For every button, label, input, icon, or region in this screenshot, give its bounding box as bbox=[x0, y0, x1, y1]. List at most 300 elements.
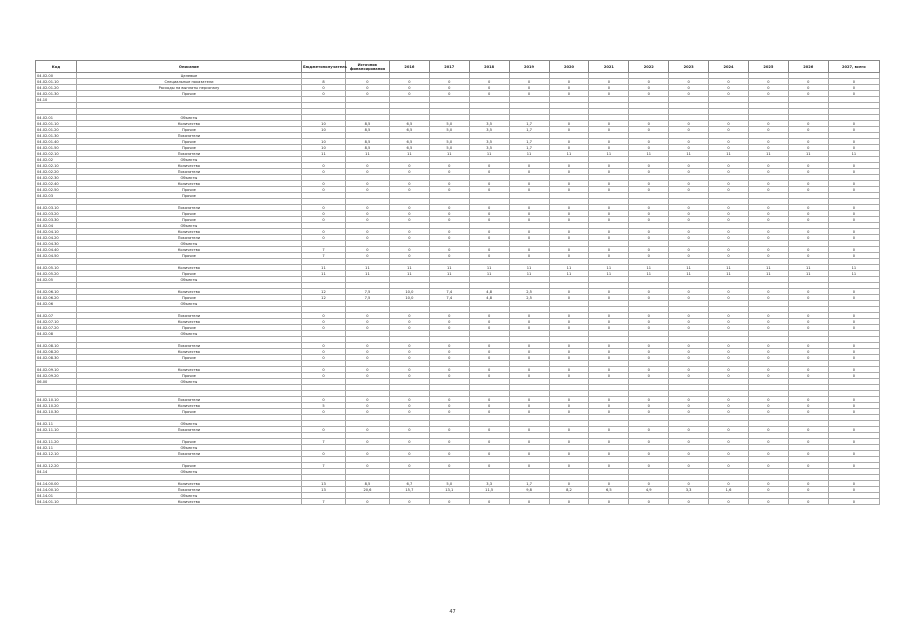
value-cell: 0 bbox=[301, 211, 345, 217]
row-code-cell: 04.02.08.30 bbox=[36, 355, 77, 361]
value-cell: 0 bbox=[389, 229, 429, 235]
value-cell: 0 bbox=[389, 319, 429, 325]
value-cell: 0 bbox=[589, 397, 629, 403]
value-cell: 0 bbox=[469, 343, 509, 349]
row-description-cell: Прочие bbox=[76, 187, 301, 193]
value-cell: 0 bbox=[509, 499, 549, 505]
value-cell: 0 bbox=[301, 343, 345, 349]
value-cell: 0 bbox=[669, 355, 709, 361]
row-description-cell: Показатели bbox=[76, 451, 301, 457]
value-cell: 0 bbox=[345, 253, 389, 259]
row-description-cell: Целевые bbox=[76, 73, 301, 79]
value-cell: 0 bbox=[301, 169, 345, 175]
value-cell: 0 bbox=[389, 349, 429, 355]
row-description-cell: Показатели bbox=[76, 205, 301, 211]
value-cell: 11 bbox=[828, 151, 879, 157]
value-cell: 0 bbox=[669, 79, 709, 85]
value-cell: 0 bbox=[748, 439, 788, 445]
row-description-cell: Показатели bbox=[76, 487, 301, 493]
value-cell: 0 bbox=[389, 325, 429, 331]
value-cell: 0 bbox=[549, 229, 589, 235]
value-cell: 0 bbox=[301, 313, 345, 319]
row-code-cell: 04.14.00.00 bbox=[36, 481, 77, 487]
value-cell: 0 bbox=[589, 163, 629, 169]
row-code-cell: 04.02.01.10 bbox=[36, 79, 77, 85]
value-cell: 0 bbox=[828, 343, 879, 349]
value-cell: 0 bbox=[669, 145, 709, 151]
value-cell: 0 bbox=[589, 85, 629, 91]
row-code-cell: 04.02.01.40 bbox=[36, 139, 77, 145]
row-description-cell: Объекты bbox=[76, 421, 301, 427]
row-description-cell: Показатели bbox=[76, 397, 301, 403]
value-cell: 0 bbox=[389, 217, 429, 223]
row-description-cell: Объекты bbox=[76, 277, 301, 283]
value-cell: 0 bbox=[509, 229, 549, 235]
value-cell: 0 bbox=[788, 169, 828, 175]
value-cell: 0 bbox=[509, 349, 549, 355]
value-cell: 0 bbox=[469, 91, 509, 97]
row-code-cell: 04.02.05.20 bbox=[36, 271, 77, 277]
row-code-cell: 04.02.02 bbox=[36, 157, 77, 163]
value-cell: 11 bbox=[345, 151, 389, 157]
value-cell: 0 bbox=[788, 79, 828, 85]
row-description-cell: Прочие bbox=[76, 463, 301, 469]
value-cell: 0 bbox=[509, 403, 549, 409]
value-cell: 0 bbox=[469, 235, 509, 241]
row-code-cell: 04.02.10.10 bbox=[36, 397, 77, 403]
row-description-cell: Прочие bbox=[76, 355, 301, 361]
column-header: Описание bbox=[76, 61, 301, 73]
value-cell: 0 bbox=[589, 181, 629, 187]
row-description-cell: Расходы на выплаты персоналу bbox=[76, 85, 301, 91]
value-cell: 1,6 bbox=[709, 487, 749, 493]
value-cell: 0 bbox=[748, 499, 788, 505]
value-cell: 0 bbox=[828, 487, 879, 493]
value-cell: 0 bbox=[788, 451, 828, 457]
column-header: 2025 bbox=[748, 61, 788, 73]
value-cell: 0 bbox=[301, 397, 345, 403]
value-cell: 0 bbox=[429, 91, 469, 97]
value-cell: 0 bbox=[389, 235, 429, 241]
row-description-cell: Объекты bbox=[76, 301, 301, 307]
value-cell: 0 bbox=[509, 253, 549, 259]
row-code-cell: 04.02.08 bbox=[36, 331, 77, 337]
value-cell: 0 bbox=[301, 217, 345, 223]
value-cell: 7 bbox=[301, 499, 345, 505]
value-cell: 0 bbox=[509, 451, 549, 457]
value-cell: 5,0 bbox=[429, 139, 469, 145]
value-cell: 0 bbox=[788, 319, 828, 325]
value-cell: 0 bbox=[748, 295, 788, 301]
value-cell: 0 bbox=[669, 91, 709, 97]
value-cell: 1,7 bbox=[509, 145, 549, 151]
value-cell: 0 bbox=[748, 343, 788, 349]
value-cell: 0 bbox=[549, 79, 589, 85]
value-cell: 0 bbox=[709, 85, 749, 91]
row-code-cell: 04.02.01.30 bbox=[36, 91, 77, 97]
value-cell: 11 bbox=[589, 151, 629, 157]
value-cell: 0 bbox=[389, 463, 429, 469]
value-cell: 3,3 bbox=[469, 481, 509, 487]
value-cell: 0 bbox=[709, 463, 749, 469]
value-cell: 0 bbox=[589, 127, 629, 133]
value-cell: 0 bbox=[788, 481, 828, 487]
value-cell: 11 bbox=[629, 265, 669, 271]
value-cell: 0 bbox=[389, 169, 429, 175]
value-cell: 6,7 bbox=[389, 481, 429, 487]
value-cell: 0 bbox=[469, 211, 509, 217]
value-cell: 0 bbox=[429, 211, 469, 217]
value-cell: 0 bbox=[345, 373, 389, 379]
value-cell: 0 bbox=[429, 403, 469, 409]
value-cell: 0 bbox=[345, 367, 389, 373]
value-cell: 0 bbox=[389, 403, 429, 409]
value-cell: 0 bbox=[629, 463, 669, 469]
value-cell: 11 bbox=[429, 271, 469, 277]
value-cell: 11 bbox=[788, 265, 828, 271]
row-description-cell: Показатели bbox=[76, 235, 301, 241]
value-cell: 0 bbox=[748, 427, 788, 433]
value-cell: 0 bbox=[828, 127, 879, 133]
value-cell: 0 bbox=[469, 163, 509, 169]
value-cell: 0 bbox=[788, 427, 828, 433]
value-cell: 0 bbox=[589, 319, 629, 325]
value-cell: 0 bbox=[669, 247, 709, 253]
value-cell: 0 bbox=[788, 403, 828, 409]
value-cell: 0 bbox=[389, 397, 429, 403]
row-description-cell: Прочие bbox=[76, 253, 301, 259]
value-cell: 0 bbox=[828, 313, 879, 319]
value-cell: 0 bbox=[709, 145, 749, 151]
value-cell: 0 bbox=[669, 211, 709, 217]
row-description-cell: Количество bbox=[76, 481, 301, 487]
row-code-cell: 04.14.01.10 bbox=[36, 499, 77, 505]
row-code-cell: 04.02.01.50 bbox=[36, 145, 77, 151]
value-cell: 0 bbox=[589, 205, 629, 211]
value-cell: 0 bbox=[469, 229, 509, 235]
value-cell: 0 bbox=[429, 343, 469, 349]
value-cell: 0 bbox=[748, 397, 788, 403]
value-cell: 0 bbox=[429, 169, 469, 175]
value-cell: 0 bbox=[748, 205, 788, 211]
row-code-cell: 04.02.10.30 bbox=[36, 409, 77, 415]
value-cell: 0 bbox=[788, 397, 828, 403]
value-cell: 0 bbox=[828, 253, 879, 259]
value-cell: 0 bbox=[589, 253, 629, 259]
value-cell: 0 bbox=[669, 481, 709, 487]
value-cell: 10 bbox=[301, 139, 345, 145]
value-cell: 0 bbox=[788, 463, 828, 469]
value-cell: 0 bbox=[389, 163, 429, 169]
value-cell: 0 bbox=[549, 253, 589, 259]
value-cell: 0 bbox=[748, 121, 788, 127]
value-cell: 11 bbox=[509, 271, 549, 277]
row-description-cell: Прочие bbox=[76, 325, 301, 331]
value-cell: 0 bbox=[748, 229, 788, 235]
row-code-cell: 04.02.02.40 bbox=[36, 181, 77, 187]
value-cell: 0 bbox=[669, 187, 709, 193]
row-code-cell: 04.02.10.20 bbox=[36, 403, 77, 409]
value-cell: 0 bbox=[788, 247, 828, 253]
value-cell: 0 bbox=[389, 427, 429, 433]
value-cell: 0 bbox=[345, 91, 389, 97]
value-cell: 0 bbox=[828, 319, 879, 325]
value-cell: 0 bbox=[589, 247, 629, 253]
value-cell: 0 bbox=[709, 499, 749, 505]
value-cell: 0 bbox=[709, 169, 749, 175]
value-cell: 7 bbox=[301, 253, 345, 259]
value-cell: 11 bbox=[828, 265, 879, 271]
value-cell: 0 bbox=[549, 313, 589, 319]
row-code-cell: 04.02.07.20 bbox=[36, 325, 77, 331]
value-cell: 0 bbox=[301, 235, 345, 241]
row-code-cell: 04.02.01.20 bbox=[36, 85, 77, 91]
value-cell: 8,5 bbox=[345, 481, 389, 487]
value-cell: 0 bbox=[828, 295, 879, 301]
value-cell: 0 bbox=[748, 181, 788, 187]
value-cell: 0 bbox=[748, 145, 788, 151]
value-cell: 0 bbox=[509, 91, 549, 97]
value-cell: 0 bbox=[748, 319, 788, 325]
value-cell: 4,8 bbox=[469, 289, 509, 295]
value-cell: 0 bbox=[509, 319, 549, 325]
value-cell: 0 bbox=[709, 217, 749, 223]
value-cell: 0 bbox=[345, 163, 389, 169]
row-description-cell: Показатели bbox=[76, 133, 301, 139]
value-cell: 0 bbox=[669, 325, 709, 331]
value-cell: 20,6 bbox=[345, 487, 389, 493]
value-cell: 0 bbox=[828, 427, 879, 433]
value-cell: 0 bbox=[429, 235, 469, 241]
value-cell: 0 bbox=[748, 487, 788, 493]
value-cell: 0 bbox=[301, 427, 345, 433]
value-cell: 0 bbox=[429, 451, 469, 457]
value-cell: 0 bbox=[669, 289, 709, 295]
value-cell: 11 bbox=[345, 265, 389, 271]
value-cell: 0 bbox=[469, 319, 509, 325]
value-cell: 8,5 bbox=[345, 139, 389, 145]
value-cell: 0 bbox=[828, 139, 879, 145]
value-cell: 0 bbox=[629, 121, 669, 127]
value-cell: 0 bbox=[788, 325, 828, 331]
value-cell: 3,3 bbox=[669, 487, 709, 493]
value-cell: 0 bbox=[748, 211, 788, 217]
value-cell: 11 bbox=[669, 151, 709, 157]
value-cell: 0 bbox=[709, 205, 749, 211]
value-cell: 0 bbox=[828, 187, 879, 193]
value-cell: 0 bbox=[509, 163, 549, 169]
value-cell: 0 bbox=[429, 253, 469, 259]
value-cell: 11 bbox=[589, 265, 629, 271]
value-cell: 0 bbox=[589, 373, 629, 379]
row-description-cell: Объекты bbox=[76, 115, 301, 121]
value-cell: 1,7 bbox=[509, 481, 549, 487]
value-cell: 0 bbox=[748, 325, 788, 331]
value-cell: 0 bbox=[345, 343, 389, 349]
row-code-cell: 04.02.04.10 bbox=[36, 229, 77, 235]
value-cell: 8 bbox=[301, 79, 345, 85]
value-cell: 0 bbox=[709, 319, 749, 325]
value-cell: 0 bbox=[748, 187, 788, 193]
row-code-cell: 04.02.04.50 bbox=[36, 253, 77, 259]
value-cell: 1,7 bbox=[509, 139, 549, 145]
table-row bbox=[36, 499, 880, 505]
row-code-cell: 04.14 bbox=[36, 469, 77, 475]
value-cell: 11 bbox=[301, 271, 345, 277]
value-cell: 0 bbox=[629, 187, 669, 193]
value-cell: 0 bbox=[669, 349, 709, 355]
value-cell: 0 bbox=[469, 451, 509, 457]
value-cell: 0 bbox=[709, 313, 749, 319]
value-cell: 0 bbox=[549, 91, 589, 97]
value-cell: 0 bbox=[389, 91, 429, 97]
row-description-cell: Количество bbox=[76, 403, 301, 409]
value-cell: 0 bbox=[345, 205, 389, 211]
row-code-cell: 04.02.01.10 bbox=[36, 121, 77, 127]
value-cell: 0 bbox=[828, 463, 879, 469]
value-cell: 0 bbox=[788, 487, 828, 493]
value-cell: 0 bbox=[469, 367, 509, 373]
value-cell: 0 bbox=[345, 439, 389, 445]
value-cell: 0 bbox=[828, 403, 879, 409]
value-cell: 0 bbox=[788, 145, 828, 151]
value-cell: 0 bbox=[788, 181, 828, 187]
value-cell: 0 bbox=[345, 235, 389, 241]
row-description-cell: Объекты bbox=[76, 493, 301, 499]
row-description-cell: Прочие bbox=[76, 211, 301, 217]
value-cell: 0 bbox=[589, 295, 629, 301]
column-header: 2018 bbox=[469, 61, 509, 73]
row-description-cell: Прочие bbox=[76, 373, 301, 379]
value-cell: 0 bbox=[429, 319, 469, 325]
value-cell: 0 bbox=[429, 499, 469, 505]
row-code-cell: 04.02.03.20 bbox=[36, 211, 77, 217]
value-cell: 0 bbox=[549, 217, 589, 223]
value-cell: 0 bbox=[345, 247, 389, 253]
value-cell: 11 bbox=[748, 265, 788, 271]
value-cell: 0 bbox=[509, 187, 549, 193]
value-cell: 0 bbox=[509, 247, 549, 253]
value-cell: 0 bbox=[748, 247, 788, 253]
value-cell: 13 bbox=[301, 481, 345, 487]
value-cell: 4,8 bbox=[469, 295, 509, 301]
value-cell: 11 bbox=[748, 271, 788, 277]
value-cell: 0 bbox=[629, 139, 669, 145]
value-cell: 0 bbox=[469, 373, 509, 379]
value-cell: 0 bbox=[345, 499, 389, 505]
value-cell: 0 bbox=[748, 451, 788, 457]
value-cell: 0 bbox=[828, 121, 879, 127]
value-cell: 0 bbox=[629, 499, 669, 505]
row-code-cell: 04.02.04.20 bbox=[36, 235, 77, 241]
value-cell: 0 bbox=[389, 499, 429, 505]
value-cell: 2,5 bbox=[509, 295, 549, 301]
column-header: 2026 bbox=[788, 61, 828, 73]
row-code-cell: 04.02.03.10 bbox=[36, 205, 77, 211]
value-cell: 0 bbox=[629, 163, 669, 169]
value-cell: 11 bbox=[389, 151, 429, 157]
value-cell: 0 bbox=[589, 91, 629, 97]
value-cell: 11 bbox=[788, 271, 828, 277]
value-cell: 0 bbox=[429, 367, 469, 373]
value-cell: 0 bbox=[709, 349, 749, 355]
row-description-cell: Количество bbox=[76, 319, 301, 325]
value-cell: 0 bbox=[629, 235, 669, 241]
value-cell: 0 bbox=[709, 181, 749, 187]
row-description-cell: Прочие bbox=[76, 91, 301, 97]
value-cell: 0 bbox=[509, 427, 549, 433]
value-cell: 0 bbox=[828, 217, 879, 223]
value-cell: 0 bbox=[709, 295, 749, 301]
value-cell: 11 bbox=[509, 265, 549, 271]
value-cell: 0 bbox=[301, 319, 345, 325]
value-cell: 0 bbox=[669, 319, 709, 325]
value-cell: 0 bbox=[709, 397, 749, 403]
value-cell: 0 bbox=[509, 217, 549, 223]
row-code-cell: 04.02.03.30 bbox=[36, 217, 77, 223]
row-description-cell: Объекты bbox=[76, 469, 301, 475]
row-code-cell: 04.02.07 bbox=[36, 313, 77, 319]
value-cell: 0 bbox=[629, 229, 669, 235]
value-cell: 0 bbox=[788, 409, 828, 415]
value-cell: 0 bbox=[828, 211, 879, 217]
value-cell: 13 bbox=[301, 487, 345, 493]
value-cell: 0 bbox=[828, 439, 879, 445]
value-cell: 0 bbox=[629, 427, 669, 433]
value-cell: 6,5 bbox=[589, 487, 629, 493]
value-cell: 0 bbox=[389, 355, 429, 361]
value-cell: 0 bbox=[669, 451, 709, 457]
value-cell: 0 bbox=[788, 205, 828, 211]
value-cell: 0 bbox=[549, 235, 589, 241]
value-cell: 0 bbox=[748, 79, 788, 85]
value-cell: 0 bbox=[589, 229, 629, 235]
value-cell: 0 bbox=[301, 187, 345, 193]
value-cell: 11 bbox=[301, 151, 345, 157]
value-cell: 0 bbox=[709, 325, 749, 331]
value-cell: 0 bbox=[748, 139, 788, 145]
value-cell: 0 bbox=[345, 187, 389, 193]
value-cell: 11 bbox=[669, 265, 709, 271]
value-cell: 5,0 bbox=[429, 127, 469, 133]
value-cell: 0 bbox=[788, 85, 828, 91]
value-cell: 0 bbox=[301, 409, 345, 415]
row-description-cell: Объекты bbox=[76, 241, 301, 247]
value-cell: 0 bbox=[429, 397, 469, 403]
value-cell: 15,7 bbox=[389, 487, 429, 493]
value-cell: 0 bbox=[389, 343, 429, 349]
row-description-cell: Объекты bbox=[76, 175, 301, 181]
value-cell: 0 bbox=[345, 181, 389, 187]
value-cell: 0 bbox=[389, 439, 429, 445]
value-cell: 0 bbox=[589, 451, 629, 457]
value-cell: 0 bbox=[629, 319, 669, 325]
value-cell: 0 bbox=[549, 355, 589, 361]
value-cell: 0 bbox=[709, 253, 749, 259]
value-cell: 11 bbox=[828, 271, 879, 277]
row-description-cell: Объекты bbox=[76, 157, 301, 163]
row-code-cell: 04.02.06.10 bbox=[36, 289, 77, 295]
row-description-cell: Количество bbox=[76, 181, 301, 187]
value-cell: 0 bbox=[629, 343, 669, 349]
value-cell: 5,0 bbox=[429, 481, 469, 487]
value-cell: 11 bbox=[469, 271, 509, 277]
value-cell: 0 bbox=[629, 373, 669, 379]
value-cell: 0 bbox=[589, 403, 629, 409]
value-cell: 0 bbox=[549, 481, 589, 487]
value-cell: 0 bbox=[429, 325, 469, 331]
value-cell: 0 bbox=[429, 409, 469, 415]
